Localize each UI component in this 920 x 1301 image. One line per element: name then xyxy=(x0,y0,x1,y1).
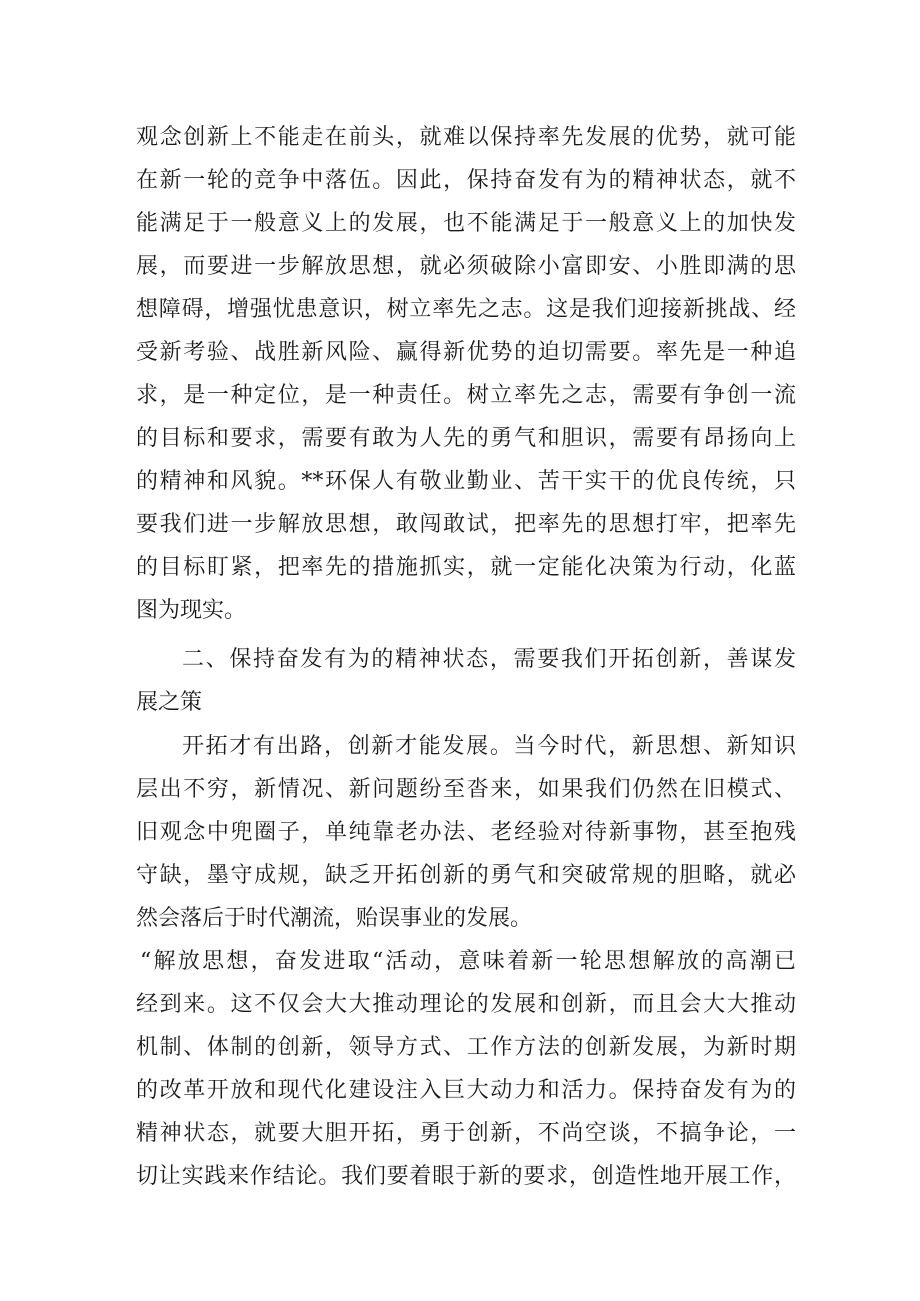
text-line: 的精神和风貌。**环保人有敬业勤业、苦干实干的优良传统，只 xyxy=(136,469,796,494)
text-line: 精神状态，就要大胆开拓，勇于创新，不尚空谈，不搞争论，一 xyxy=(136,1121,796,1146)
text-line: 然会落后于时代潮流，贻误事业的发展。 xyxy=(136,906,533,931)
text-line: 旧观念中兜圈子，单纯靠老办法、老经验对待新事物，甚至抱残 xyxy=(136,820,796,845)
text-line: 想障碍，增强忧患意识，树立率先之志。这是我们迎接新挑战、经 xyxy=(136,297,796,322)
text-line: 求，是一种定位，是一种责任。树立率先之志，需要有争创一流 xyxy=(136,383,796,408)
heading-line: 二、保持奋发有为的精神状态，需要我们开拓创新，善谋发 xyxy=(182,647,796,672)
text-line: 在新一轮的竞争中落伍。因此，保持奋发有为的精神状态，就不 xyxy=(136,168,796,193)
text-line: 观念创新上不能走在前头，就难以保持率先发展的优势，就可能 xyxy=(136,125,796,150)
text-line: 守缺，墨守成规，缺乏开拓创新的勇气和突破常规的胆略，就必 xyxy=(136,863,796,888)
text-line: 图为现实。 xyxy=(136,598,247,623)
text-line: 能满足于一般意义上的发展，也不能满足于一般意义上的加快发 xyxy=(136,211,796,236)
text-line: 的改革开放和现代化建设注入巨大动力和活力。保持奋发有为的 xyxy=(136,1078,796,1103)
text-line: “解放思想，奋发进取“活动，意味着新一轮思想解放的高潮已 xyxy=(140,949,796,974)
text-line: 的目标盯紧，把率先的措施抓实，就一定能化决策为行动，化蓝 xyxy=(136,555,796,580)
text-line: 机制、体制的创新，领导方式、工作方法的创新发展，为新时期 xyxy=(136,1035,796,1060)
text-line: 经到来。这不仅会大大推动理论的发展和创新，而且会大大推动 xyxy=(136,992,796,1017)
heading-line: 展之策 xyxy=(136,690,203,715)
text-line: 展，而要进一步解放思想，就必须破除小富即安、小胜即满的思 xyxy=(136,254,796,279)
text-line: 受新考验、战胜新风险、赢得新优势的迫切需要。率先是一种追 xyxy=(136,340,796,365)
text-line: 要我们进一步解放思想，敢闯敢试，把率先的思想打牢，把率先 xyxy=(136,512,796,537)
text-line: 的目标和要求，需要有敢为人先的勇气和胆识，需要有昂扬向上 xyxy=(136,426,796,451)
text-line: 切让实践来作结论。我们要着眼于新的要求，创造性地开展工作， xyxy=(136,1164,796,1189)
text-line: 开拓才有出路，创新才能发展。当今时代，新思想、新知识 xyxy=(182,734,796,759)
text-line: 层出不穷，新情况、新问题纷至沓来，如果我们仍然在旧模式、 xyxy=(136,777,796,802)
